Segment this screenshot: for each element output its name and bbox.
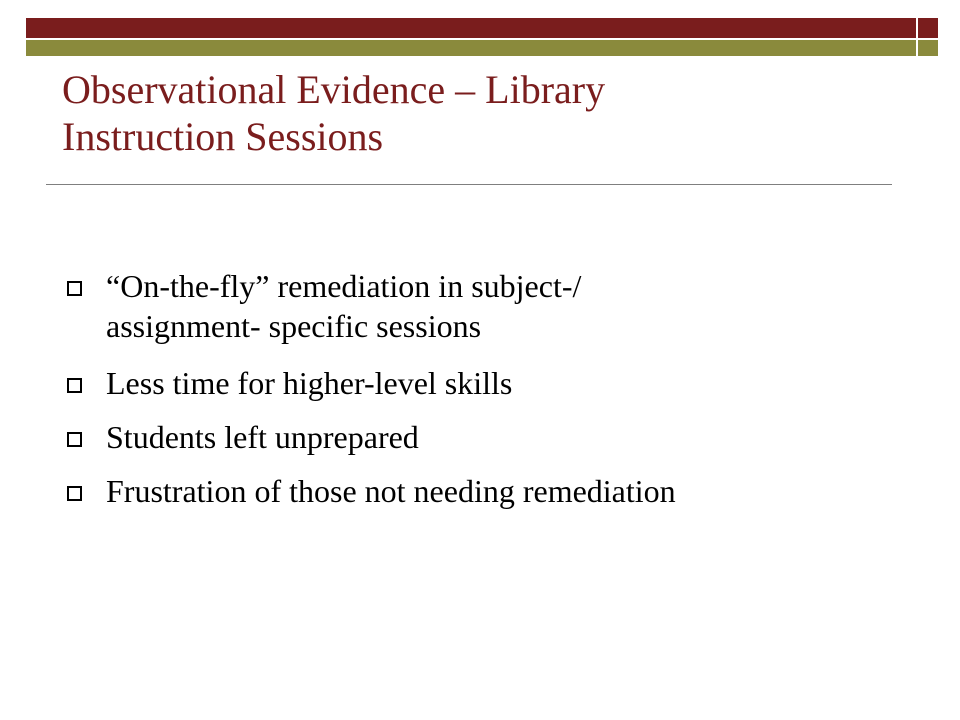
bullet-item <box>62 471 922 511</box>
slide-title-line-2: Instruction Sessions <box>62 114 384 159</box>
bullet-text-line-2: assignment- specific sessions <box>106 308 482 344</box>
hollow-square-icon <box>67 432 82 447</box>
corner-square-maroon <box>918 18 938 38</box>
bullet-text: Frustration of those not needing remediation <box>106 473 676 509</box>
hollow-square-icon <box>67 378 82 393</box>
slide-title <box>62 66 922 160</box>
slide-title-line-1: Observational Evidence – Library <box>62 67 606 112</box>
bullet-item <box>62 363 922 403</box>
bullet-list <box>62 266 922 525</box>
hollow-square-icon <box>67 281 82 296</box>
header-band-olive <box>26 38 916 56</box>
corner-square-olive <box>918 40 938 56</box>
bullet-item <box>62 266 922 346</box>
title-underline <box>46 184 892 185</box>
hollow-square-icon <box>67 486 82 501</box>
bullet-text: Students left unprepared <box>106 419 419 455</box>
header-divider-line <box>26 38 938 40</box>
bullet-text: Less time for higher-level skills <box>106 365 513 401</box>
bullet-item <box>62 417 922 457</box>
header-band-maroon <box>26 18 916 38</box>
bullet-text-line-1: “On-the-fly” remediation in subject-/ <box>106 268 582 304</box>
